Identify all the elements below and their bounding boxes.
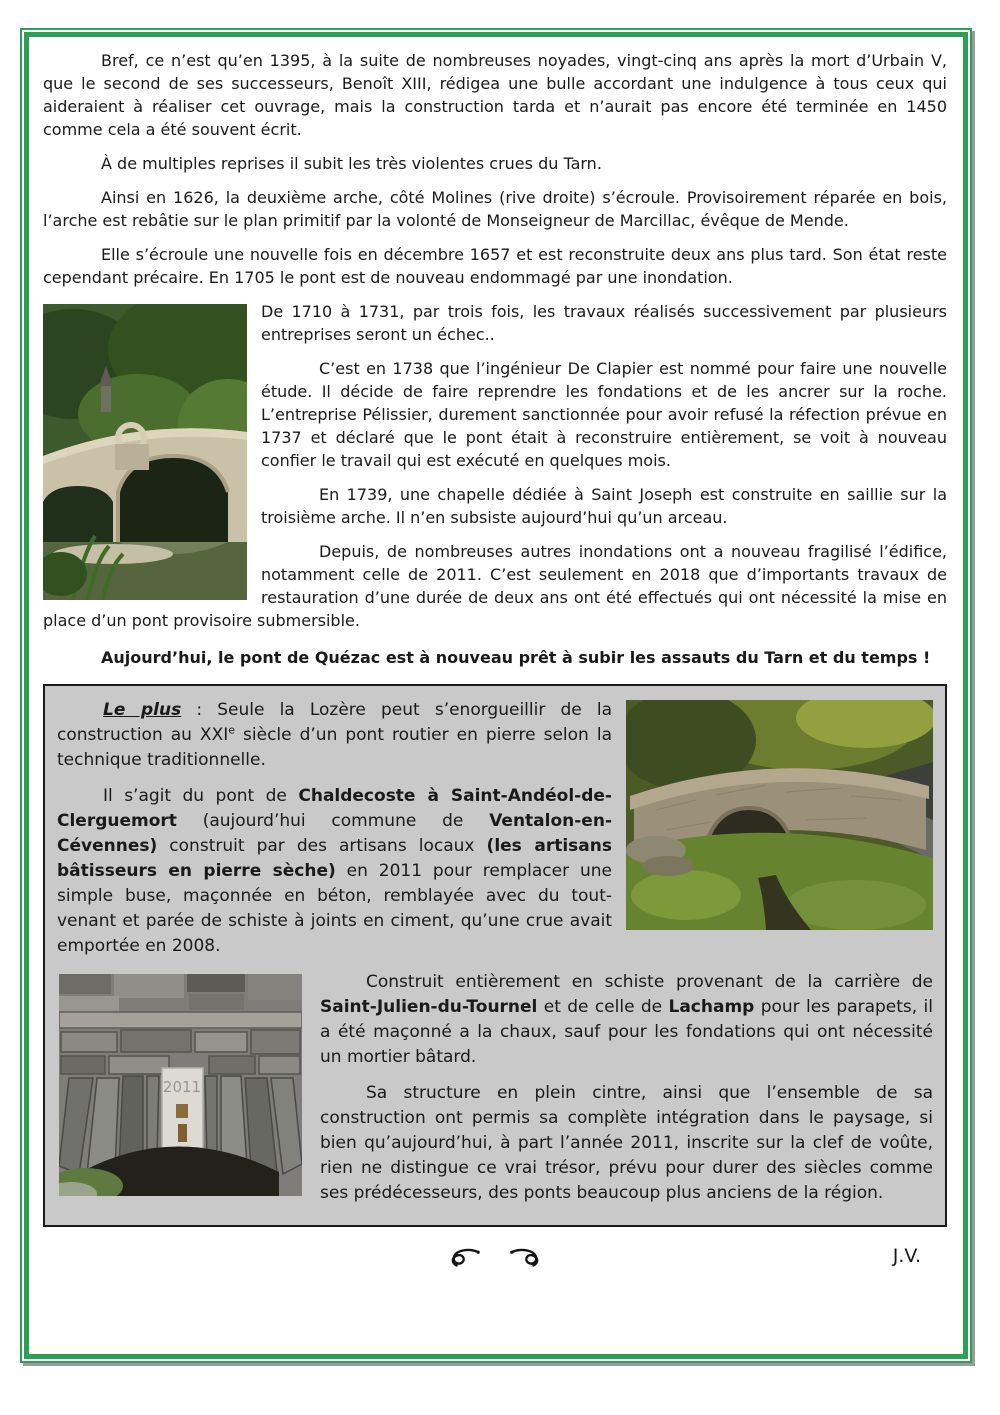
le-plus-box bbox=[43, 684, 947, 1227]
photo-pont-chaldecoste bbox=[626, 700, 933, 930]
chaldecoste-text-3: construit par des artisans locaux bbox=[157, 836, 487, 856]
photo-pont-de-quezac bbox=[43, 304, 247, 600]
page-border-frame bbox=[20, 28, 972, 1363]
paragraph-plein-cintre: Sa structure en plein cintre, ainsi que l’ensemble de sa construction ont permis sa complète intégration dans le paysage, si bien qu’aujourd’hui, à part l’année 2011, inscrite sur la clef de voûte, rien ne distingue ce vrai trésor, prévu pour durer des siècles comme ses prédécesseurs, des ponts beaucoup plus anciens de la région. bbox=[320, 1083, 933, 1203]
le-plus-text-1: Seule la Lozère peut s’enorgueillir de la construction au XXI bbox=[57, 700, 612, 745]
chaldecoste-text-1: Il s’agit du pont de bbox=[103, 786, 299, 806]
schiste-text-3: pour les parapets, il a été maçonné a la chaux, sauf pour les fondations qui ont nécessité un mortier bâtard. bbox=[320, 997, 933, 1067]
artisans-name: (les artisans bâtisseurs en pierre sèche) bbox=[57, 836, 612, 881]
chaldecoste-text-4: en 2011 pour remplacer une simple buse, maçonnée en béton, remblayée avec du tout-venant et parée de schiste à joints en ciment, qu’une crue avait emportée en 2008. bbox=[57, 861, 612, 956]
ordinal-superscript: e bbox=[228, 723, 236, 737]
le-plus-text-2: siècle d’un pont routier en pierre selon la technique traditionnelle. bbox=[57, 725, 612, 770]
ventalon-name: Ventalon-en-Cévennes) bbox=[57, 811, 612, 856]
keystone-year-label: 2011 bbox=[162, 1078, 202, 1096]
arche-clef-2011-illustration bbox=[59, 974, 302, 1196]
chaldecoste-name: Chaldecoste à Saint-Andéol-de-Clerguemort bbox=[57, 786, 612, 831]
page-footer bbox=[43, 1237, 947, 1289]
paragraph-1739-chapelle: En 1739, une chapelle dédiée à Saint Joseph est construite en saillie sur la troisième arche. Il n’en subsiste aujourd’hui qu’un arceau. bbox=[261, 485, 947, 527]
paragraph-1738-clapier: C’est en 1738 que l’ingénieur De Clapier est nommé pour faire une nouvelle étude. Il décide de faire reprendre les fondations et de les ancrer sur la roche. L’entreprise Pélissier, durement sanctionnée pour avoir refusé la réfection prévue en 1737 et déclaré que le pont était à reconstruire entièrement, se voit à nouveau confier le travail qui est exécuté en quelques mois. bbox=[261, 359, 947, 470]
pont-de-quezac-illustration bbox=[43, 304, 247, 600]
paragraph-1626: Ainsi en 1626, la deuxième arche, côté Molines (rive droite) s’écroule. Provisoirement réparée en bois, l’arche est rebâtie sur le plan primitif par la volonté de Monseigneur de Marcillac, évêque de Mende. bbox=[43, 188, 947, 230]
page-content-area bbox=[24, 32, 968, 1359]
paragraph-crues-tarn: À de multiples reprises il subit les très violentes crues du Tarn. bbox=[101, 154, 602, 173]
photo-arche-clef-2011 bbox=[59, 974, 302, 1196]
le-plus-label: Le plus bbox=[103, 700, 182, 720]
schiste-text-1: Construit entièrement en schiste provenant de la carrière de bbox=[366, 972, 933, 992]
lachamp-name: Lachamp bbox=[668, 997, 755, 1017]
paragraph-bulle-1395: Bref, ce n’est qu’en 1395, à la suite de nombreuses noyades, vingt-cinq ans après la mort d’Urbain V, que le second de ses successeurs, Benoît XIII, rédigea une bulle accordant une indulgence à tous ceux qui aideraient à réaliser cet ouvrage, mais la construction tarda et n’aurait pas encore été terminée en 1450 comme cela a été souvent écrit. bbox=[43, 51, 947, 139]
chaldecoste-text-2: (aujourd’hui commune de bbox=[176, 811, 490, 831]
author-initials: J.V. bbox=[892, 1245, 921, 1267]
saint-julien-name: Saint-Julien-du-Tournel bbox=[320, 997, 538, 1017]
footer-ornaments bbox=[43, 1237, 947, 1269]
schiste-text-2: et de celle de bbox=[537, 997, 669, 1017]
paragraph-conclusion: Aujourd’hui, le pont de Quézac est à nouveau prêt à subir les assauts du Tarn et du temps ! bbox=[101, 648, 931, 667]
flourish-left-icon bbox=[447, 1247, 481, 1269]
paragraph-1657: Elle s’écroule une nouvelle fois en décembre 1657 et est reconstruite deux ans plus tard. Son état reste cependant précaire. En 1705 le pont est de nouveau endommagé par une inondation. bbox=[43, 245, 947, 287]
paragraph-1710-1731: De 1710 à 1731, par trois fois, les travaux réalisés successivement par plusieurs entreprises seront un échec.. bbox=[261, 302, 947, 344]
paragraph-inondations-2011: Depuis, de nombreuses autres inondations ont a nouveau fragilisé l’édifice, notamment celle de 2011. C’est seulement en 2018 que d’importants travaux de restauration d’une durée de deux ans ont été effectués qui ont nécessité la mise en place d’un pont provisoire submersible. bbox=[43, 542, 947, 630]
flourish-right-icon bbox=[509, 1247, 543, 1269]
le-plus-colon: : bbox=[181, 700, 218, 720]
pont-chaldecoste-illustration bbox=[626, 700, 933, 930]
